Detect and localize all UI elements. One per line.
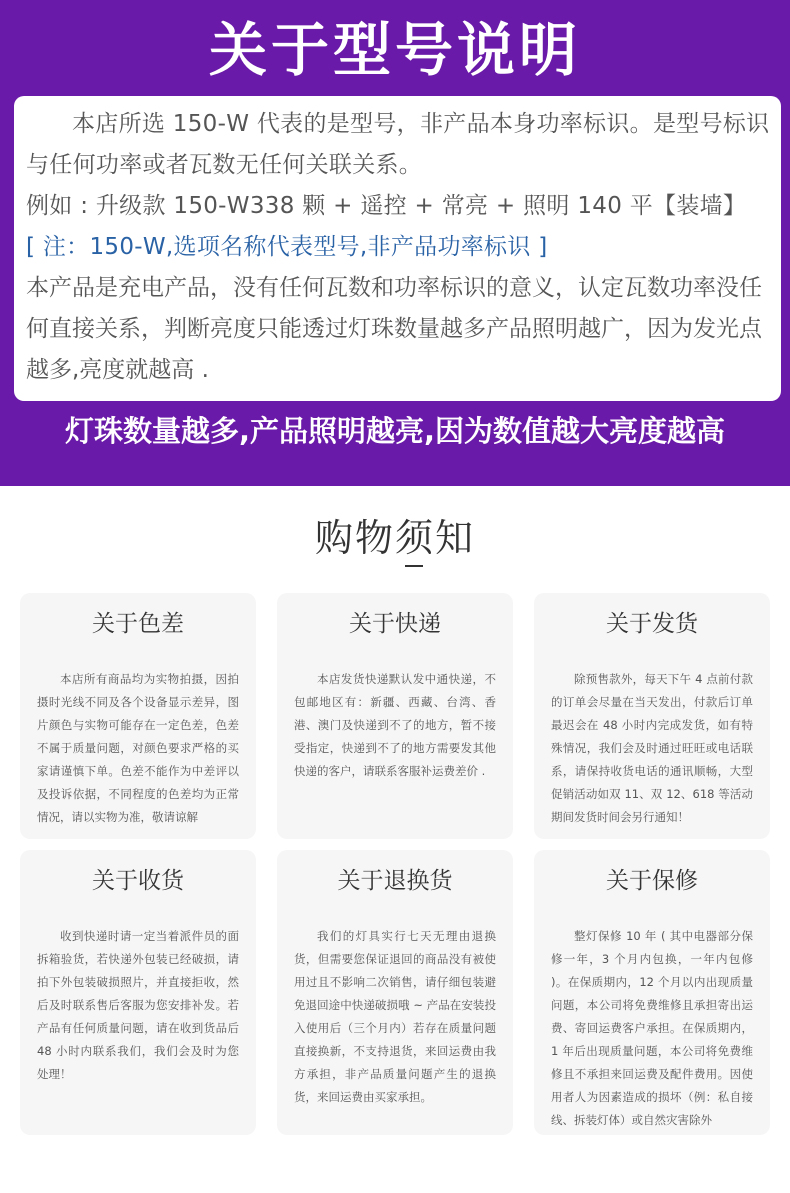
shopping-title: 购物须知: [314, 516, 475, 560]
card-body: 我们的灯具实行七天无理由退换货，但需要您保证退回的商品没有被使用过且不影响二次销售，请仔细包装避免退回途中快递破损哦 ~ 产品在安装投入使用后（三个月内）若存在质量问题直接换新，不支持退货，来回运费由我方承担，非产品质量问题产生的退换货，来回运费由买家承担。: [294, 929, 496, 1104]
card-shipping: [534, 593, 770, 839]
card-title: 关于色差: [92, 611, 184, 637]
card-body: 本店发货快递默认发中通快递，不包邮地区有：新疆、西藏、台湾、香港、澳门及快递到不了的地方，暂不接受指定，快递到不了的地方需要发其他快递的客户，请联系客服补运费差价 .: [294, 672, 496, 778]
card-title: 关于保修: [606, 868, 698, 894]
notice-example: 例如 : 升级款 150-W338 颗 + 遥控 + 常亮 + 照明 140 平【装墙】: [26, 193, 747, 219]
card-title: 关于快递: [349, 611, 441, 637]
card-body: 除预售款外，每天下午 4 点前付款的订单会尽量在当天发出，付款后订单最迟会在 48 小时内完成发货，如有特殊情况，我们会及时通过旺旺或电话联系，请保持收货电话的通讯顺畅，大型促销活动如双 11、双 12、618 等活动期间发货时间会另行通知！: [551, 672, 753, 824]
notice-line: 与任何功率或者瓦数无任何关联关系。: [26, 152, 423, 178]
card-title: 关于退换货: [337, 868, 453, 894]
card-warranty: [534, 850, 770, 1135]
card-body: 本店所有商品均为实物拍摄，因拍摄时光线不同及各个设备显示差异，图片颜色与实物可能存在一定色差，色差不属于质量问题，对颜色要求严格的买家请谨慎下单。色差不能作为中差评以及投诉依据，不同程度的色差均为正常情况，请以实物为准，敬请谅解: [37, 672, 239, 824]
model-notice-card: [14, 96, 781, 401]
banner-footer: 灯珠数量越多,产品照明越亮,因为数值越大亮度越高: [64, 414, 726, 448]
card-color-difference: [20, 593, 256, 839]
card-express: [277, 593, 513, 839]
title-divider: [405, 565, 423, 567]
card-body: 整灯保修 10 年 ( 其中电器部分保修一年，3 个月内包换，一年内包修 )。在保质期内，12 个月以内出现质量问题，本公司将免费维修且承担寄出运费、寄回运费客户承担。在保质期内，1 年后出现质量问题，本公司将免费维修且不承担来回运费及配件费用。因使用者人为因素造成的损坏（例：私自接线、拆装灯体）或自然灾害除外: [551, 929, 753, 1127]
card-title: 关于发货: [606, 611, 698, 637]
notice-paragraph: 本产品是充电产品，没有任何瓦数和功率标识的意义，认定瓦数功率没任何直接关系，判断亮度只能透过灯珠数量越多产品照明越广，因为发光点越多,亮度就越高 .: [26, 275, 762, 383]
card-receiving: [20, 850, 256, 1135]
notice-line: 本店所选 150-W 代表的是型号，非产品本身功率标识。是型号标识: [72, 111, 770, 137]
card-body: 收到快递时请一定当着派件员的面拆箱验货，若快递外包装已经破损，请拍下外包装破损照片，并直接拒收，然后及时联系售后客服为您安排补发。若产品有任何质量问题，请在收到货品后 48 小时内联系我们，我们会及时为您处理！: [37, 929, 239, 1081]
banner-title: 关于型号说明: [208, 16, 581, 84]
card-title: 关于收货: [92, 868, 184, 894]
notice-note: [ 注：150-W,选项名称代表型号,非产品功率标识 ]: [26, 234, 548, 260]
card-returns: [277, 850, 513, 1135]
